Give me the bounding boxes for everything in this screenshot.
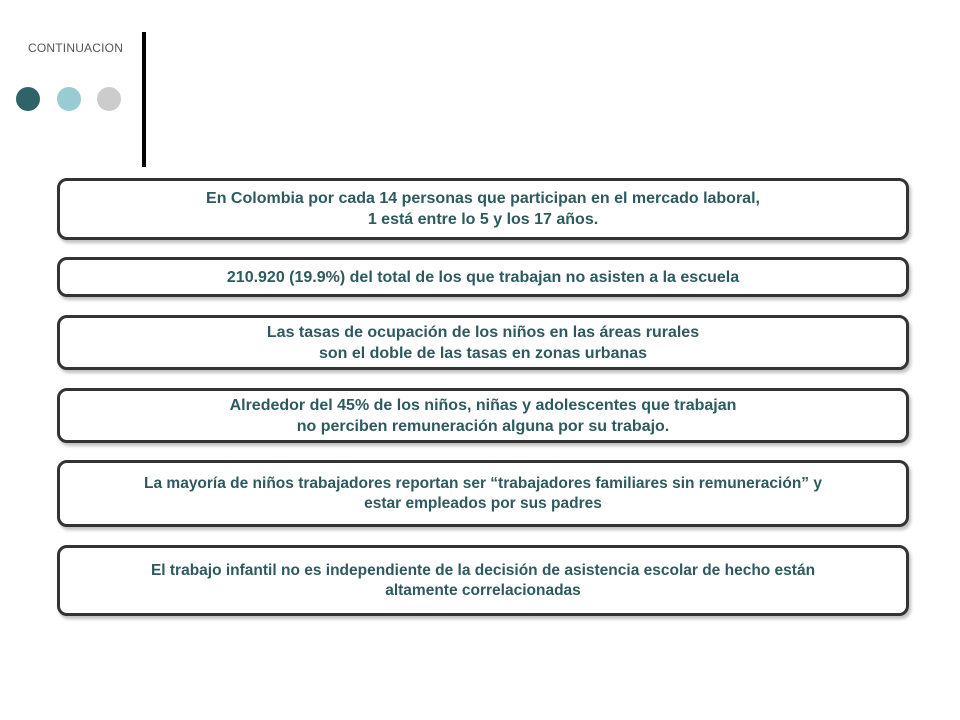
vertical-divider [142, 32, 146, 167]
decorative-dot-light-teal [57, 87, 81, 111]
info-box-1 [57, 178, 909, 240]
info-box-1-line-1: En Colombia por cada 14 personas que participan en el mercado laboral, [206, 190, 760, 207]
info-box-3-line-2: son el doble de las tasas en zonas urbanas [318, 344, 648, 362]
info-box-3 [57, 315, 909, 370]
decorative-dot-gray [97, 87, 121, 111]
info-box-5-line-1: La mayoría de niños trabajadores reportan ser “trabajadores familiares sin remuneración” y [144, 474, 822, 492]
info-box-2-line-1: 210.920 (19.9%) del total de los que trabajan no asisten a la escuela [226, 268, 740, 286]
info-box-4 [57, 388, 909, 443]
info-box-3-line-1: Las tasas de ocupación de los niños en las áreas rurales [266, 323, 700, 341]
decorative-dot-dark-teal [16, 87, 40, 111]
header-label: CONTINUACION [28, 41, 124, 55]
info-box-4-line-1: Alrededor del 45% de los niños, niñas y adolescentes que trabajan [229, 396, 737, 414]
info-box-5-line-2: estar empleados por sus padres [364, 494, 602, 512]
info-box-6-line-2: altamente correlacionadas [385, 581, 581, 599]
info-box-5 [57, 460, 909, 527]
info-box-6-line-1: El trabajo infantil no es independiente de la decisión de asistencia escolar de hecho están [150, 561, 816, 579]
info-box-6 [57, 545, 909, 616]
info-box-4-line-2: no perciben remuneración alguna por su trabajo. [296, 417, 670, 435]
info-box-1-line-2: 1 está entre lo 5 y los 17 años. [367, 211, 599, 228]
info-box-2 [57, 257, 909, 297]
